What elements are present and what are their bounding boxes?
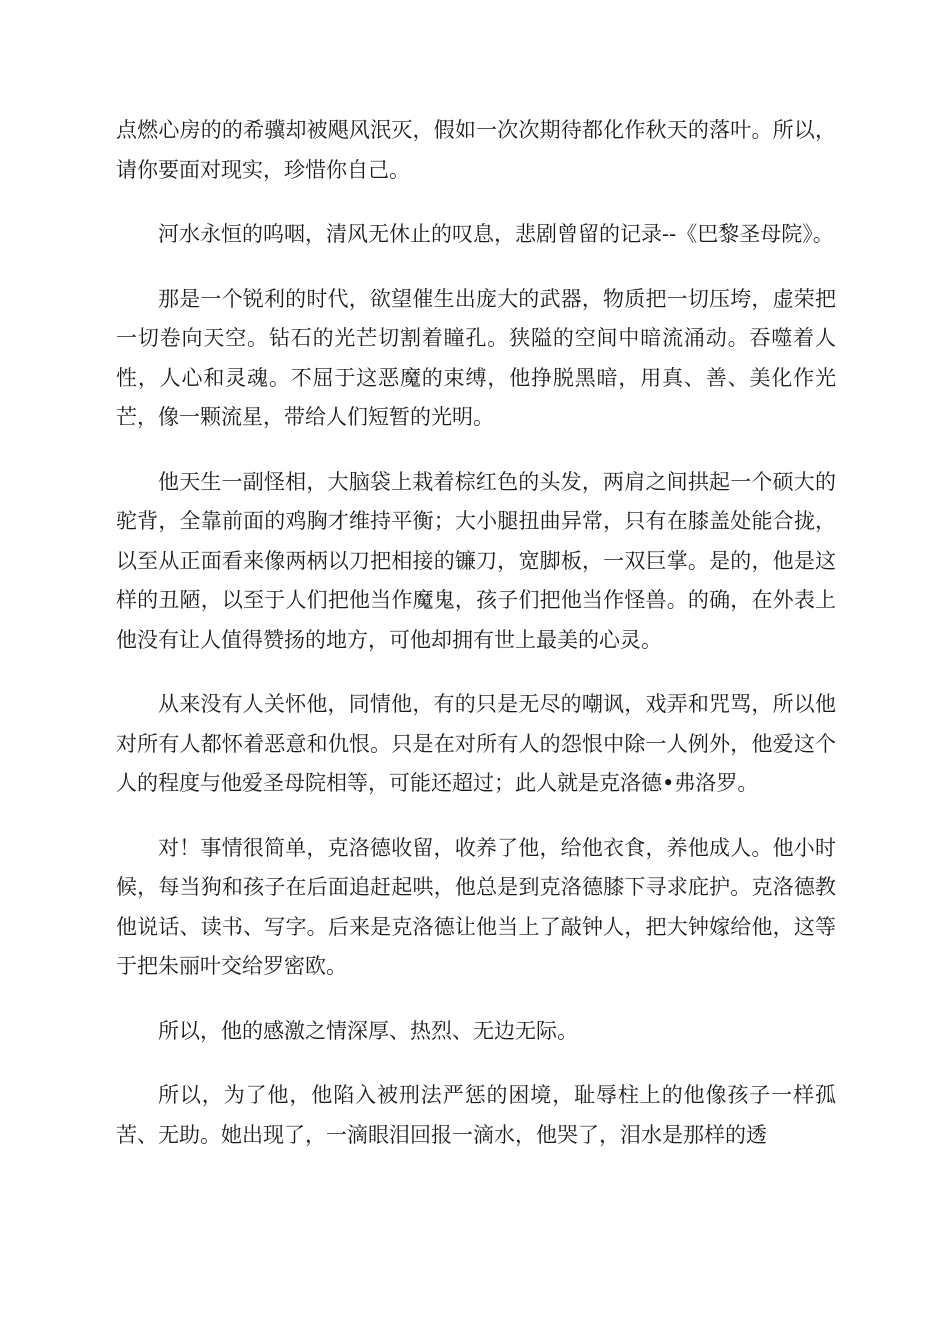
paragraph-8: 所以，为了他，他陷入被刑法严惩的困境，耻辱柱上的他像孩子一样孤苦、无助。她出现了，一滴眼泪回报一滴水，他哭了，泪水是那样的透	[116, 1083, 836, 1147]
paragraph-6: 对！事情很简单，克洛德收留，收养了他，给他衣食，养他成人。他小时候，每当狗和孩子在后面追赶起哄，他总是到克洛德膝下寻求庇护。克洛德教他说话、读书、写字。后来是克洛德让他当上了敲钟人，把大钟嫁给他，这等于把朱丽叶交给罗密欧。	[116, 835, 836, 978]
paragraph-5: 从来没有人关怀他，同情他，有的只是无尽的嘲讽，戏弄和咒骂，所以他对所有人都怀着恶意和仇恨。只是在对所有人的怨恨中除一人例外，他爱这个人的程度与他爱圣母院相等，可能还超过；此人就是克洛德•弗洛罗。	[116, 692, 836, 795]
paragraph-3: 那是一个锐利的时代，欲望催生出庞大的武器，物质把一切压垮，虚荣把一切卷向天空。钻石的光芒切割着瞳孔。狭隘的空间中暗流涌动。吞噬着人性，人心和灵魂。不屈于这恶魔的束缚，他挣脱黑暗，用真、善、美化作光芒，像一颗流星，带给人们短暂的光明。	[116, 286, 836, 429]
paragraph-2: 河水永恒的呜咽，清风无休止的叹息，悲剧曾留的记录--《巴黎圣母院》。	[158, 222, 834, 246]
paragraph-7: 所以，他的感激之情深厚、热烈、无边无际。	[158, 1018, 578, 1043]
paragraph-4: 他天生一副怪相，大脑袋上栽着棕红色的头发，两肩之间拱起一个硕大的驼背，全靠前面的鸡胸才维持平衡；大小腿扭曲异常，只有在膝盖处能合拢，以至从正面看来像两柄以刀把相接的镰刀，宽脚板，一双巨掌。是的，他是这样的丑陋，以至于人们把他当作魔鬼，孩子们把他当作怪兽。的确，在外表上他没有让人值得赞扬的地方，可他却拥有世上最美的心灵。	[116, 469, 836, 652]
paragraph-1: 点燃心房的的希骥却被飓风泯灭，假如一次次期待都化作秋天的落叶。所以，请你要面对现实，珍惜你自己。	[116, 118, 836, 182]
document-body	[116, 111, 836, 1180]
